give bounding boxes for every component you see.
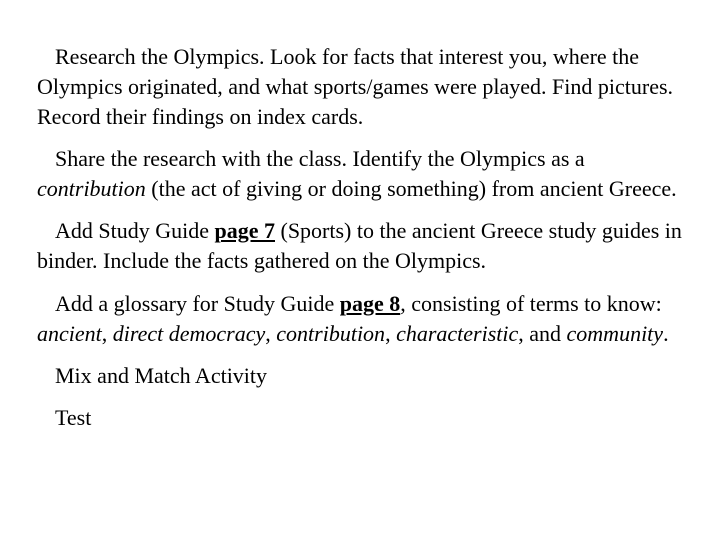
separator: , xyxy=(101,321,113,346)
paragraph-glossary-text-a: Add a glossary for Study Guide xyxy=(55,291,340,316)
paragraph-test-text: Test xyxy=(55,405,92,430)
separator: , xyxy=(265,321,277,346)
term-contribution: contribution xyxy=(37,176,146,201)
paragraph-glossary-end: . xyxy=(663,321,669,346)
term-ancient: ancient xyxy=(37,321,102,346)
page-8-link[interactable]: page 8 xyxy=(339,291,401,316)
paragraph-share-text-b: (the act of giving or doing something) from ancient Greece. xyxy=(145,176,677,201)
paragraph-glossary xyxy=(37,289,697,349)
paragraph-research-text: Research the Olympics. Look for facts that interest you, where the Olympics originated, and what sports/games were played. Find pictures. Record their findings on index cards. xyxy=(37,44,674,129)
paragraph-test xyxy=(37,403,697,433)
paragraph-mix-match-text: Mix and Match Activity xyxy=(55,363,268,388)
paragraph-study-guide-7 xyxy=(37,216,697,276)
separator: , xyxy=(385,321,397,346)
term-community: community xyxy=(566,321,664,346)
paragraph-share-text-a: Share the research with the class. Identify the Olympics as a xyxy=(55,146,585,171)
paragraph-share xyxy=(37,144,697,204)
separator: , and xyxy=(518,321,567,346)
term-direct-democracy: direct democracy xyxy=(112,321,266,346)
term-contribution: contribution xyxy=(276,321,386,346)
page-7-link[interactable]: page 7 xyxy=(214,218,275,243)
paragraph-glossary-text-b: , consisting of terms to know: xyxy=(400,291,662,316)
paragraph-mix-match xyxy=(37,361,697,391)
paragraph-research xyxy=(37,42,697,132)
paragraph-study-guide-7-text-b: (Sports) to the ancient Greece study guides in binder. Include the facts gathered on the Olympics. xyxy=(37,218,682,273)
paragraph-study-guide-7-text-a: Add Study Guide xyxy=(55,218,215,243)
document-body xyxy=(37,42,697,433)
term-characteristic: characteristic xyxy=(396,321,519,346)
